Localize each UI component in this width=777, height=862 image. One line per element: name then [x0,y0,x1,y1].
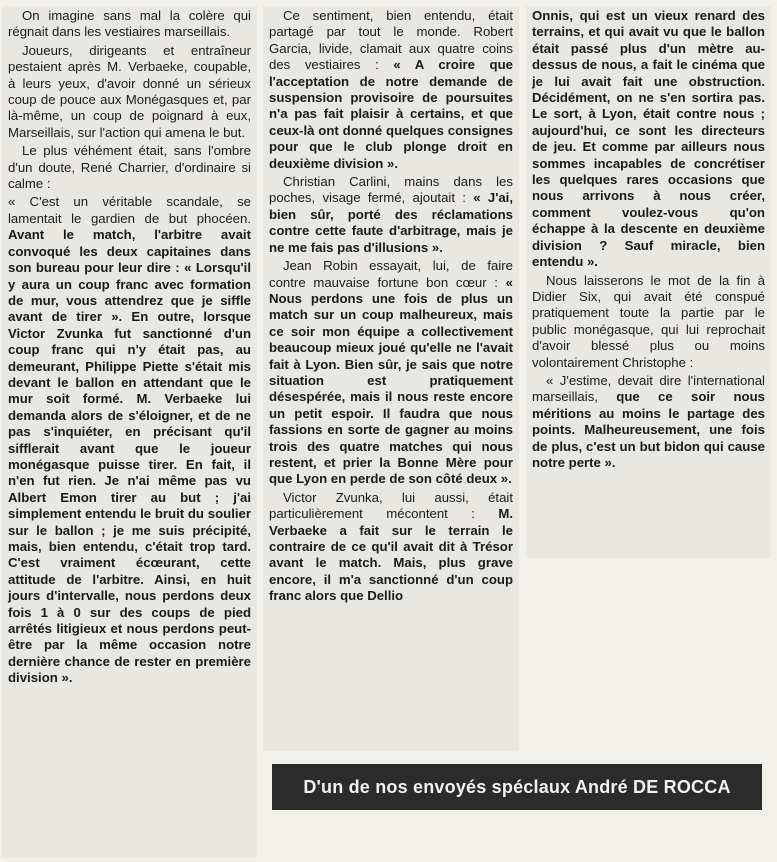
paragraph: Christian Carlini, mains dans les poches, visage fermé, ajoutait : « J'ai, bien sûr, porté des réclamations contre cette faute d'arbitrage, mais je ne me fais pas d'illusions ». [269,174,513,255]
paragraph: Jean Robin essayait, lui, de faire contre mauvaise fortune bon cœur : « Nous perdons une fois de plus un match sur un coup malheureux, mais ce soir mon équipe a collectivement beaucoup mieux joué qu'elle ne l'avait fait à Lyon. Bien sûr, je sais que notre situation est pratiquement désespérée, mais il nous reste encore un petit espoir. Il faudra que nous fassions en sorte de gagner au moins trois des quatre matches qui nous restent, et prier la Bonne Mère pour que Lyon en perde de son côté deux ». [269,258,513,487]
paragraph: Joueurs, dirigeants et entraîneur pestaient après M. Verbaeke, coupable, à leurs yeux, d'avoir donné un sérieux coup de pouce aux Monégasques et, par là-même, un coup de poignard à eux, Marseillais, sur l'action qui amena le but. [8,42,251,140]
article-column-2 [263,6,519,751]
article-column-1 [2,6,257,858]
paragraph: On imagine sans mal la colère qui régnait dans les vestiaires marseillais. [8,8,251,40]
paragraph: Nous laisserons le mot de la fin à Didier Six, qui avait été conspué pratiquement toute la partie par le public monégasque, qui lui reprochait d'avoir blessé plus ou moins volontairement Christophe : [532,272,765,370]
quote-continuation: Onnis, qui est un vieux renard des terrains, et qui avait vu que le ballon était passé plus d'un mètre au-dessus de nous, a fait le cinéma que je lui avait fait une obstruction. Décidément, on ne s'en sortira pas. Le sort, à Lyon, était contre nous ; aujourd'hui, ce sont les directeurs de jeu. Et comme par ailleurs nous sommes incapables de concrétiser les quelques rares occasions que nous arrivons à nous créer, comment voulez-vous qu'on échappe à la descente en deuxième division ? Sauf miracle, bien entendu ». [532,8,765,270]
article-column-3 [526,6,771,558]
quote-paragraph: « C'est un véritable scandale, se lamentait le gardien de but phocéen. Avant le match, l'arbitre avait convoqué les deux capitaines dans son bureau pour leur dire : « Lorsqu'il y aura un coup franc avec formation de mur, vous attendrez que je siffle avant de tirer ». En outre, lorsque Victor Zvunka fut sanctionné d'un coup franc qui n'y était pas, au demeurant, Philippe Piette s'était mis devant le ballon en attendant que le mur soit formé. M. Verbaeke lui demanda alors de s'éloigner, et de ne pas s'inquiéter, en précisant qu'il sifflerait avant que le joueur monégasque puisse tirer. En fait, il n'en fut rien. Je n'ai même pas vu Albert Emon tirer au but ; j'ai simplement entendu le bruit du soulier sur le ballon ; je me suis précipité, mais, bien entendu, c'était trop tard. C'est vraiment écœurant, cette attitude de l'arbitre. Ainsi, en huit jours d'intervalle, nous perdons deux fois 1 à 0 sur des coups de pied arrêtés litigieux et nous perdons peut-être par la même occasion notre dernière chance de rester en première division ». [8,194,251,686]
paragraph: Victor Zvunka, lui aussi, était particulièrement mécontent : M. Verbaeke a fait sur le terrain le contraire de ce qu'il avait dit à Trésor avant le match. Mais, plus grave encore, il m'a sanctionné d'un coup franc alors que Dellio [269,489,513,604]
author-byline: D'un de nos envoyés spéclaux André DE ROCCA [272,764,762,810]
paragraph: Ce sentiment, bien entendu, était partagé par tout le monde. Robert Garcia, livide, clamait aux quatre coins des vestiaires : « A croire que l'acceptation de notre demande de suspension provisoire de poursuites n'a pas fait plaisir à certains, et que ceux-là ont donné quelques consignes pour que le club plonge droit en deuxième division ». [269,8,513,171]
paragraph: Le plus véhément était, sans l'ombre d'un doute, René Charrier, d'ordinaire si calme : [8,143,251,192]
paragraph: « J'estime, devait dire l'international marseillais, que ce soir nous méritions au moins le partage des points. Malheureusement, une fois de plus, c'est un but bidon qui cause notre perte ». [532,372,765,470]
